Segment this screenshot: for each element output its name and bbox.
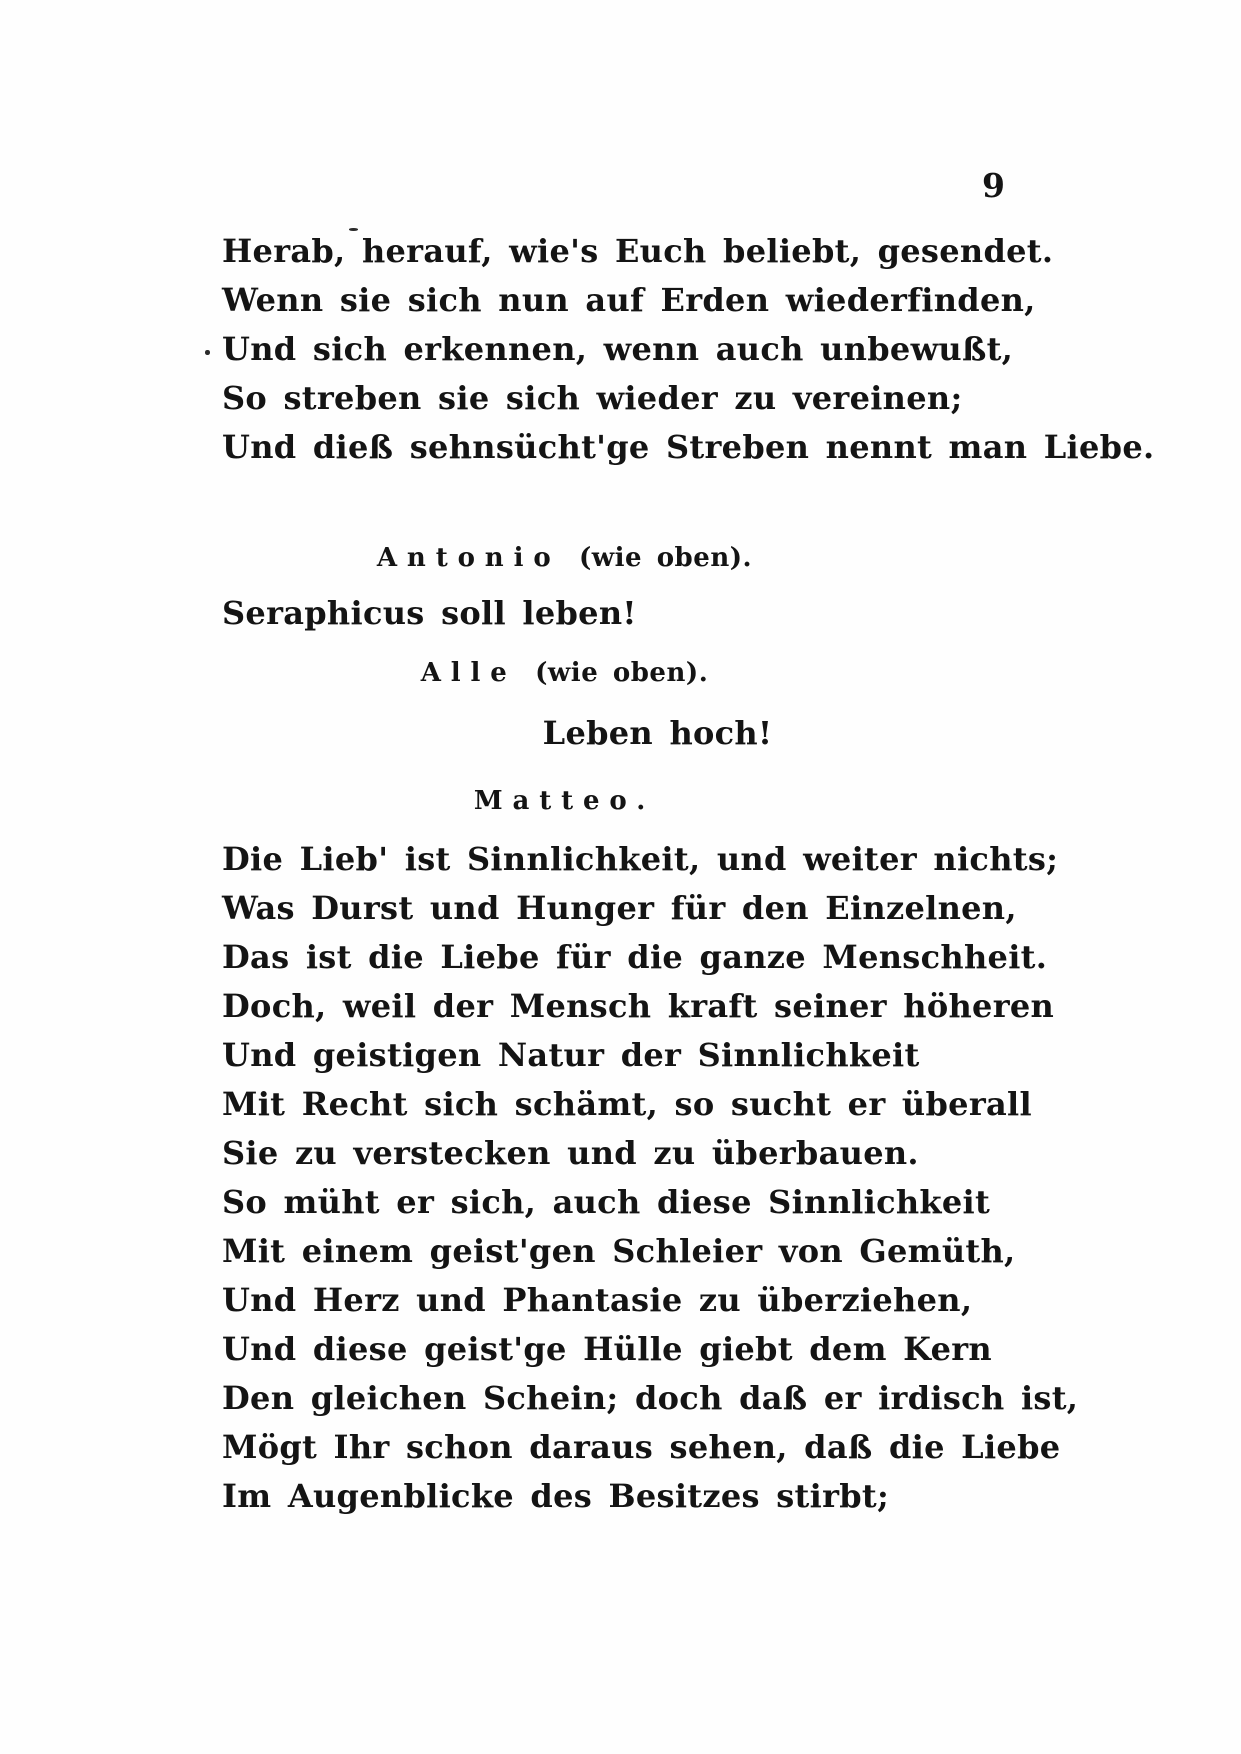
verse-line: Doch, weil der Mensch kraft seiner höheren bbox=[222, 987, 1055, 1025]
verse-line: Herab, herauf, wie's Euch beliebt, gesendet. bbox=[222, 232, 1054, 270]
verse-line: So streben sie sich wieder zu vereinen; bbox=[222, 379, 963, 417]
verse-line: Und dieß sehnsücht'ge Streben nennt man Liebe. bbox=[222, 428, 1155, 466]
speaker-heading-alle bbox=[157, 655, 972, 691]
verse-line: Mit einem geist'gen Schleier von Gemüth, bbox=[222, 1232, 1016, 1270]
dialogue-line: Seraphicus soll leben! bbox=[222, 594, 637, 632]
speaker-name: Antonio bbox=[376, 543, 561, 573]
speaker-name: Matteo. bbox=[473, 786, 656, 816]
verse-line: Wenn sie sich nun auf Erden wiederfinden, bbox=[222, 281, 1036, 319]
stage-direction: (wie oben). bbox=[535, 658, 709, 688]
page-number: 9 bbox=[982, 166, 1006, 205]
verse-line: Mit Recht sich schämt, so sucht er überall bbox=[222, 1085, 1032, 1123]
verse-line: Und geistigen Natur der Sinnlichkeit bbox=[222, 1036, 920, 1074]
speaker-heading-matteo bbox=[157, 783, 972, 819]
verse-line: Und sich erkennen, wenn auch unbewußt, bbox=[222, 330, 1014, 368]
verse-line: Die Lieb' ist Sinnlichkeit, und weiter nichts; bbox=[222, 840, 1059, 878]
verse-line: So müht er sich, auch diese Sinnlichkeit bbox=[222, 1183, 991, 1221]
verse-line: Den gleichen Schein; doch daß er irdisch ist, bbox=[222, 1379, 1079, 1417]
verse-line: Im Augenblicke des Besitzes stirbt; bbox=[222, 1477, 890, 1515]
scan-speck bbox=[205, 350, 210, 355]
verse-line: Und Herz und Phantasie zu überziehen, bbox=[222, 1281, 973, 1319]
speaker-heading-antonio bbox=[157, 540, 972, 576]
verse-line: Und diese geist'ge Hülle giebt dem Kern bbox=[222, 1330, 992, 1368]
verse-line: Was Durst und Hunger für den Einzelnen, bbox=[222, 889, 1017, 927]
verse-line: Das ist die Liebe für die ganze Menschheit. bbox=[222, 938, 1048, 976]
stage-direction: (wie oben). bbox=[578, 543, 753, 573]
verse-line: Sie zu verstecken und zu überbauen. bbox=[222, 1134, 919, 1172]
dialogue-line: Leben hoch! bbox=[542, 714, 773, 752]
verse-line: Mögt Ihr schon daraus sehen, daß die Liebe bbox=[222, 1428, 1061, 1466]
speaker-name: Alle bbox=[420, 658, 517, 688]
